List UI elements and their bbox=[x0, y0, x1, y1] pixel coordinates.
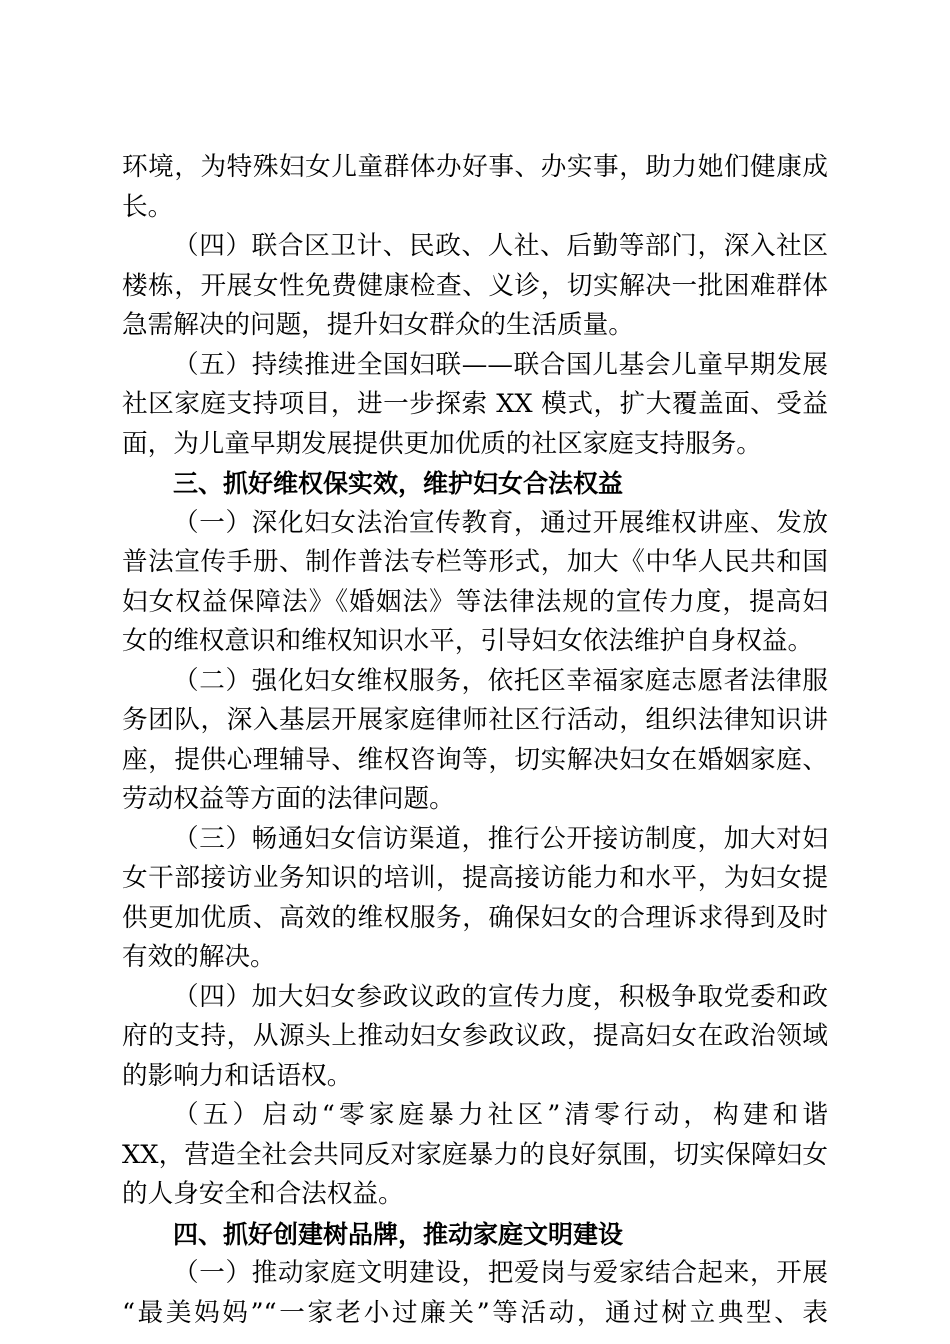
paragraph-line: 供更加优质、高效的维权服务，确保妇女的合理诉求得到及时 bbox=[122, 902, 828, 933]
section-heading: 三、抓好维权保实效，维护妇女合法权益 bbox=[173, 469, 624, 498]
paragraph-line: 的影响力和话语权。 bbox=[122, 1060, 353, 1091]
paragraph-line: 楼栋，开展女性免费健康检查、义诊，切实解决一批困难群体 bbox=[122, 270, 828, 301]
paragraph-line: （五）持续推进全国妇联——联合国儿基会儿童早期发展 bbox=[173, 349, 828, 380]
paragraph-line: 务团队，深入基层开展家庭律师社区行活动，组织法律知识讲 bbox=[122, 705, 828, 735]
document-body bbox=[122, 148, 828, 1333]
paragraph-line: （四）加大妇女参政议政的宣传力度，积极争取党委和政 bbox=[173, 981, 828, 1012]
paragraph-line: 妇女权益保障法》《婚姻法》等法律法规的宣传力度，提高妇 bbox=[122, 586, 828, 617]
paragraph-line: （二）强化妇女维权服务，依托区幸福家庭志愿者法律服 bbox=[173, 665, 828, 696]
paragraph-line: “最美妈妈”“一家老小过廉关”等活动，通过树立典型、表 bbox=[122, 1297, 828, 1328]
paragraph-line: 社区家庭支持项目，进一步探索 XX 模式，扩大覆盖面、受益 bbox=[122, 389, 828, 419]
paragraph-line: XX，营造全社会共同反对家庭暴力的良好氛围，切实保障妇女 bbox=[122, 1139, 828, 1170]
paragraph-line: 普法宣传手册、制作普法专栏等形式，加大《中华人民共和国 bbox=[122, 547, 828, 577]
paragraph-line: （三）畅通妇女信访渠道，推行公开接访制度，加大对妇 bbox=[173, 823, 828, 854]
paragraph-line: 座，提供心理辅导、维权咨询等，切实解决妇女在婚姻家庭、 bbox=[122, 744, 828, 775]
paragraph-line: 急需解决的问题，提升妇女群众的生活质量。 bbox=[122, 310, 634, 340]
paragraph-line: 的人身安全和合法权益。 bbox=[122, 1179, 404, 1209]
paragraph-line: 长。 bbox=[122, 191, 174, 222]
section-heading: 四、抓好创建树品牌，推动家庭文明建设 bbox=[173, 1219, 624, 1249]
paragraph-line: （一）深化妇女法治宣传教育，通过开展维权讲座、发放 bbox=[173, 507, 828, 538]
paragraph-line: 环境，为特殊妇女儿童群体办好事、办实事，助力她们健康成 bbox=[122, 152, 828, 182]
paragraph-line: 府的支持，从源头上推动妇女参政议政，提高妇女在政治领域 bbox=[122, 1021, 828, 1051]
paragraph-line: 有效的解决。 bbox=[122, 942, 276, 972]
paragraph-line: 面，为儿童早期发展提供更加优质的社区家庭支持服务。 bbox=[122, 428, 762, 459]
paragraph-line: （一）推动家庭文明建设，把爱岗与爱家结合起来，开展 bbox=[173, 1258, 828, 1288]
paragraph-line: 女的维权意识和维权知识水平，引导妇女依法维护自身权益。 bbox=[122, 626, 814, 656]
paragraph-line: 女干部接访业务知识的培训，提高接访能力和水平，为妇女提 bbox=[122, 863, 828, 893]
paragraph-line: （四）联合区卫计、民政、人社、后勤等部门，深入社区 bbox=[173, 231, 828, 261]
paragraph-line: （五）启动“零家庭暴力社区”清零行动，构建和谐 bbox=[173, 1100, 828, 1130]
paragraph-line: 劳动权益等方面的法律问题。 bbox=[122, 784, 455, 814]
